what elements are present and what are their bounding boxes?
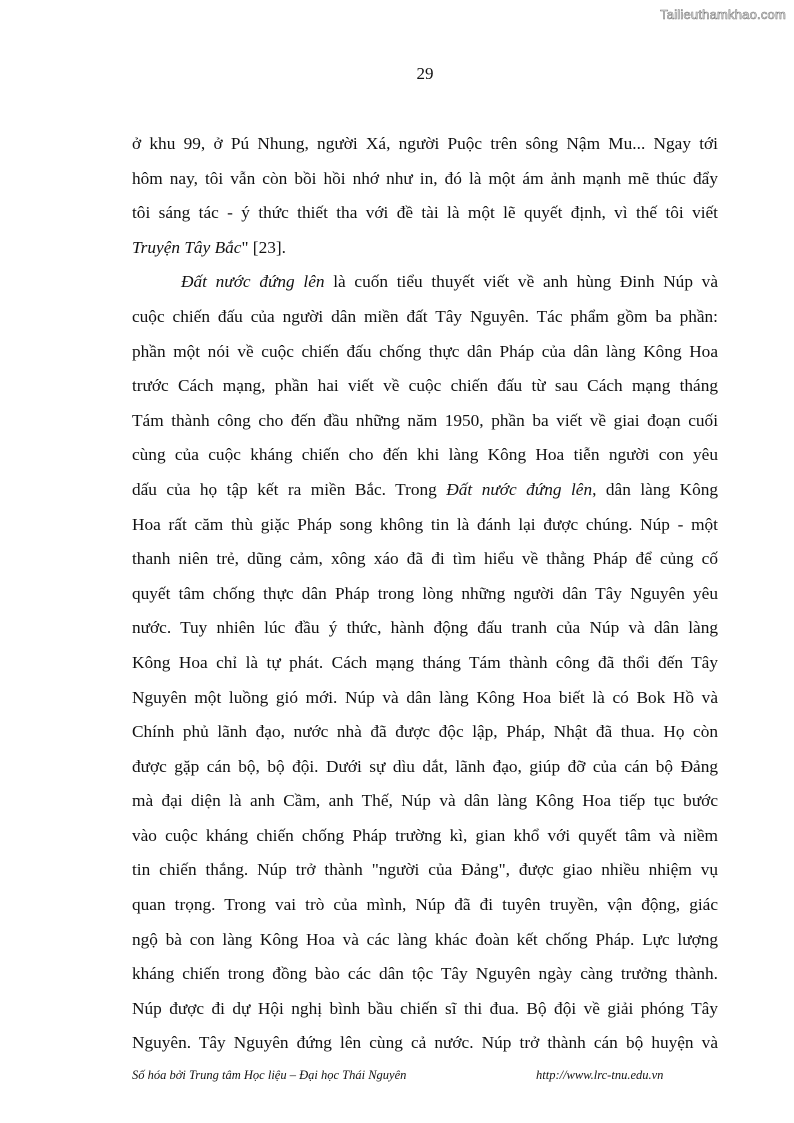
text-line: tôi sáng tác - ý thức thiết tha với đề tài là một lẽ quyết định, vì thế tôi viết <box>132 203 718 223</box>
text-line: mà đại diện là anh Cầm, anh Thế, Núp và dân làng Kông Hoa tiếp tục bước <box>132 791 718 811</box>
page-number: 29 <box>416 64 434 83</box>
text-line: hôm nay, tôi vẫn còn bồi hồi nhớ như in, đó là một ám ảnh mạnh mẽ thúc đẩy <box>132 168 718 188</box>
text-line: cuộc chiến đấu của người dân miền đất Tây Nguyên. Tác phẩm gồm ba phần: <box>132 306 718 326</box>
text-line <box>132 231 718 266</box>
text-line: quyết tâm chống thực dân Pháp trong lòng những người dân Tây Nguyên yêu <box>132 583 718 603</box>
text-line: ngộ bà con làng Kông Hoa và các làng khác đoàn kết chống Pháp. Lực lượng <box>132 929 718 949</box>
text-line: ở khu 99, ở Pú Nhung, người Xá, người Puộc trên sông Nậm Mu... Ngay tới <box>132 134 718 153</box>
text-line: cùng của cuộc kháng chiến cho đến khi làng Kông Hoa tiễn người con yêu <box>132 445 718 465</box>
body-text <box>132 127 718 1061</box>
text-line: Kông Hoa chỉ là tự phát. Cách mạng tháng Tám thành công đã thổi đến Tây <box>132 652 718 672</box>
text-line: Hoa rất căm thù giặc Pháp song không tin là đánh lại được chúng. Núp - một <box>132 514 718 534</box>
text-line: Núp được đi dự Hội nghị bình bầu chiến sĩ thi đua. Bộ đội về giải phóng Tây <box>132 998 718 1018</box>
text-line: vào cuộc kháng chiến chống Pháp trường kì, gian khổ với quyết tâm và niềm <box>132 825 718 845</box>
text-line: Tám thành công cho đến đầu những năm 1950, phần ba viết về giai đoạn cuối <box>132 410 718 430</box>
footer-source: Số hóa bởi Trung tâm Học liệu – Đại học Thái Nguyên <box>132 1068 407 1082</box>
text-line: Nguyên. Tây Nguyên đứng lên cùng cả nước. Núp trở thành cán bộ huyện và <box>132 1033 718 1053</box>
text-line: Đất nước đứng lên là cuốn tiểu thuyết viết về anh hùng Đinh Núp và <box>181 272 718 292</box>
text-line: nước. Tuy nhiên lúc đầu ý thức, hành động đấu tranh của Núp và dân làng <box>132 618 718 638</box>
text-line: phần một nói về cuộc chiến đấu chống thực dân Pháp của dân làng Kông Hoa <box>132 341 718 361</box>
text-line: dấu của họ tập kết ra miền Bắc. Trong Đất nước đứng lên, dân làng Kông <box>132 479 718 499</box>
footer-url: http://www.lrc-tnu.edu.vn <box>536 1068 664 1082</box>
book-title: Truyện Tây Bắc <box>132 237 242 257</box>
text-line: Nguyên một luồng gió mới. Núp và dân làng Kông Hoa biết là có Bok Hồ và <box>132 687 718 707</box>
text-line: được gặp cán bộ, bộ đội. Dưới sự dìu dắt, lãnh đạo, giúp đỡ của cán bộ Đảng <box>132 756 718 776</box>
text-line: Chính phủ lãnh đạo, nước nhà đã được độc lập, Pháp, Nhật đã thua. Họ còn <box>132 722 718 742</box>
book-title: Đất nước đứng lên <box>446 479 593 499</box>
text-line: quan trọng. Trong vai trò của mình, Núp đã đi tuyên truyền, vận động, giác <box>132 895 718 915</box>
text-line: tin chiến thắng. Núp trở thành "người của Đảng", được giao nhiều nhiệm vụ <box>132 860 718 880</box>
book-title: Đất nước đứng lên <box>181 272 325 292</box>
text-line: kháng chiến trong đồng bào các dân tộc Tây Nguyên ngày càng trưởng thành. <box>132 964 718 984</box>
citation: " [23]. <box>241 237 286 257</box>
text-line: trước Cách mạng, phần hai viết về cuộc chiến đấu từ sau Cách mạng tháng <box>132 376 718 396</box>
watermark: Tailieuthamkhao.com <box>660 7 786 22</box>
text-line: thanh niên trẻ, dũng cảm, xông xáo đã đi tìm hiểu về thằng Pháp để củng cố <box>132 549 718 569</box>
